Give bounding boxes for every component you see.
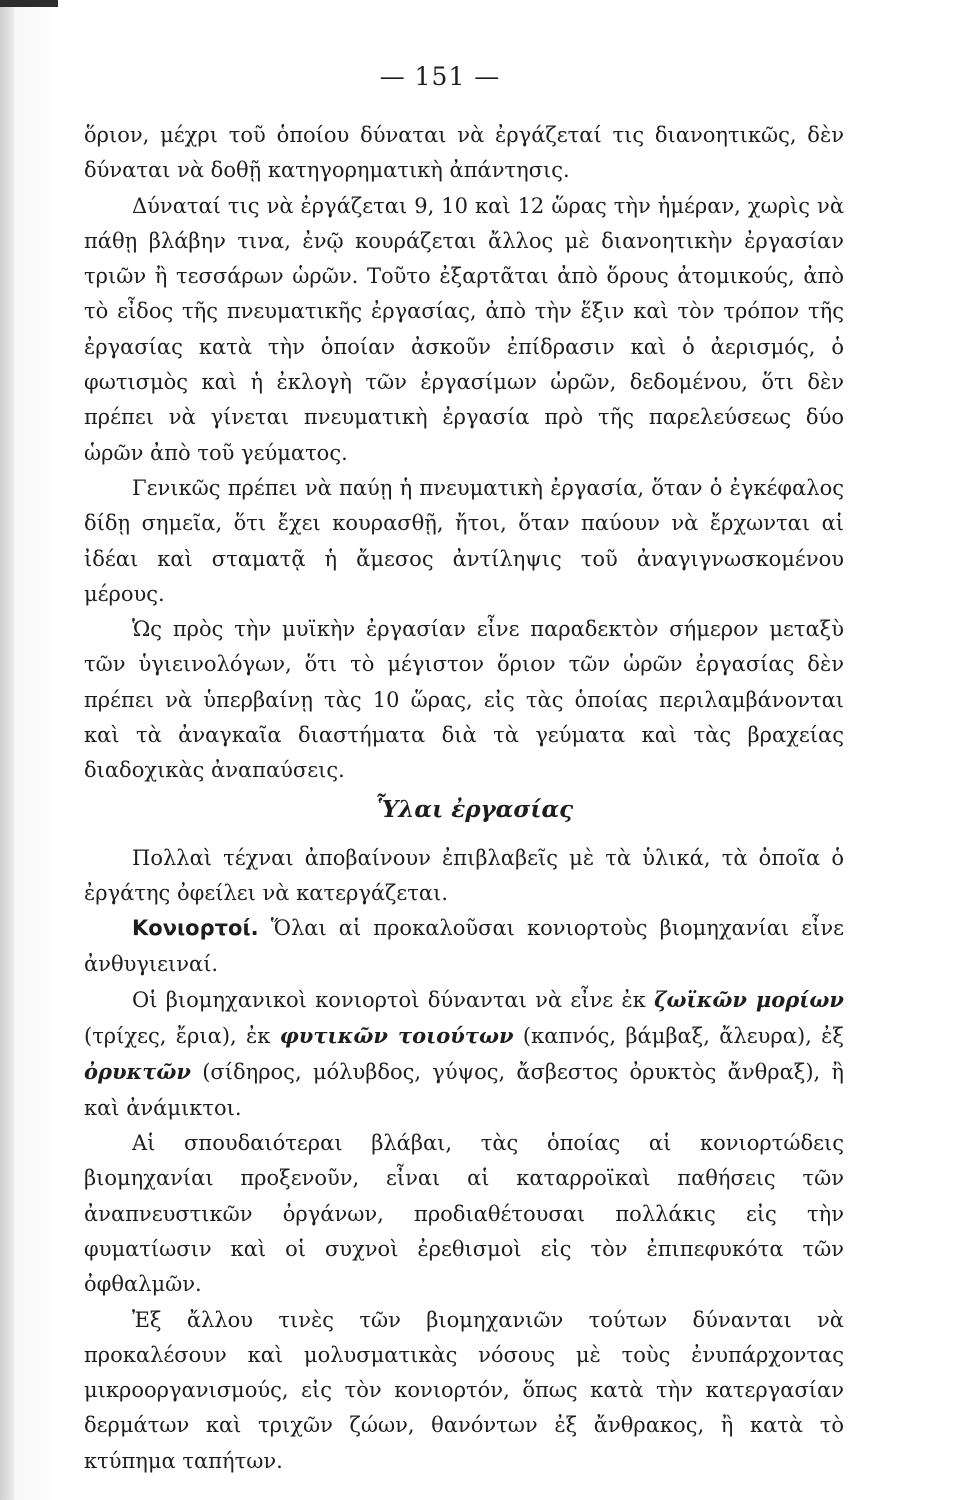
paragraph-3: Γενικῶς πρέπει νὰ παύῃ ἡ πνευματικὴ ἐργασία, ὅταν ὁ ἐγκέφαλος δίδῃ σημεῖα, ὅτι ἔχει κουρασθῇ, ἤτοι, ὅταν παύουν νὰ ἔρχωνται αἱ ἰδέαι καὶ σταματᾷ ἡ ἄμεσος ἀντίληψις τοῦ ἀναγιγνωσκομένου μέρους. [84, 475, 844, 606]
industrial-dust-paragraph [84, 982, 844, 1126]
body-text [84, 118, 844, 1479]
paragraph-1: ὅριον, μέχρι τοῦ ὁποίου δύναται νὰ ἐργάζεταί τις διανοητικῶς, δὲν δύναται νὰ δοθῇ κατηγορηματικὴ ἀπάντησις. [84, 123, 844, 183]
dust-term: Κονιορτοί. [132, 916, 259, 941]
dust-text: Ὅλαι αἱ προκαλοῦσαι κονιορτοὺς βιομηχανίαι εἶνε ἀνθυγιειναί. [84, 916, 844, 976]
dust-paragraph [84, 911, 844, 982]
section-intro: Πολλαὶ τέχναι ἀποβαίνουν ἐπιβλαβεῖς μὲ τὰ ὑλικά, τὰ ὁποῖα ὁ ἐργάτης ὀφείλει νὰ κατεργάζεται. [84, 845, 844, 905]
section-heading: Ὗλαι ἐργασίας [374, 795, 574, 823]
paragraph-2: Δύναταί τις νὰ ἐργάζεται 9, 10 καὶ 12 ὥρας τὴν ἡμέραν, χωρὶς νὰ πάθῃ βλάβην τινα, ἐνῷ κουράζεται ἄλλος μὲ διανοητικὴν ἐργασίαν τριῶν ἢ τεσσάρων ὡρῶν. Τοῦτο ἐξαρτᾶται ἀπὸ ὅρους ἀτομικούς, ἀπὸ τὸ εἶδος τῆς πνευματικῆς ἐργασίας, ἀπὸ τὴν ἕξιν καὶ τὸν τρόπον τῆς ἐργασίας κατὰ τὴν ὁποίαν ἀσκοῦν ἐπίδρασιν καὶ ὁ ἀερισμός, ὁ φωτισμὸς καὶ ἡ ἐκλογὴ τῶν ἐργασίμων ὡρῶν, δεδομένου, ὅτι δὲν πρέπει νὰ γίνεται πνευματικὴ ἐργασία πρὸ τῆς παρελεύσεως δύο ὡρῶν ἀπὸ τοῦ γεύματος. [84, 193, 844, 465]
page-number: — 151 — [379, 62, 501, 91]
paragraph-damages: Αἱ σπουδαιότεραι βλάβαι, τὰς ὁποίας αἱ κονιορτώδεις βιομηχανίαι προξενοῦν, εἶναι αἱ καταρροϊκαὶ παθήσεις τῶν ἀναπνευστικῶν ὀργάνων, προδιαθέτουσαι πολλάκις εἰς τὴν φυματίωσιν καὶ οἱ συχνοὶ ἐρεθισμοὶ εἰς τὸν ἐπιπεφυκότα τῶν ὀφθαλμῶν. [84, 1131, 844, 1297]
animal-particles-term: ζωϊκῶν μορίων [654, 986, 844, 1012]
industrial-dust-part-3: (καπνός, βάμβαξ, ἄλευρα), ἐξ [513, 1024, 844, 1049]
paragraph-4: Ὡς πρὸς τὴν μυϊκὴν ἐργασίαν εἶνε παραδεκτὸν σήμερον μεταξὺ τῶν ὑγιεινολόγων, ὅτι τὸ μέγιστον ὅριον τῶν ὡρῶν ἐργασίας δὲν πρέπει νὰ ὑπερβαίνῃ τὰς 10 ὥρας, εἰς τὰς ὁποίας περιλαμβάνονται καὶ τὰ ἀναγκαῖα διαστήματα διὰ τὰ γεύματα καὶ τὰς βραχείας διαδοχικὰς ἀναπαύσεις. [84, 617, 844, 783]
corner-mark [0, 0, 58, 7]
industrial-dust-part-1: Οἱ βιομηχανικοὶ κονιορτοὶ δύνανται νὰ εἶνε ἐκ [132, 987, 655, 1012]
industrial-dust-part-2: (τρίχες, ἔρια), ἐκ [84, 1024, 280, 1049]
paragraph-infectious: Ἐξ ἄλλου τινὲς τῶν βιομηχανιῶν τούτων δύνανται νὰ προκαλέσουν καὶ μολυσματικὰς νόσους μὲ τοὺς ἐνυπάρχοντας μικροοργανισμούς, εἰς τὸν κονιορτόν, ὅπως κατὰ τὴν κατεργασίαν δερμάτων καὶ τριχῶν ζώων, θανόντων ἐξ ἄνθρακος, ἢ κατὰ τὸ κτύπημα ταπήτων. [84, 1307, 844, 1473]
industrial-dust-part-4: (σίδηρος, μόλυβδος, γύψος, ἄσβεστος ὀρυκτὸς ἄνθραξ), ἢ καὶ ἀνάμικτοι. [84, 1060, 844, 1120]
page-spine-shadow [0, 0, 14, 1500]
plant-particles-term: φυτικῶν τοιούτων [279, 1023, 514, 1049]
mineral-particles-term: ὀρυκτῶν [84, 1059, 191, 1085]
